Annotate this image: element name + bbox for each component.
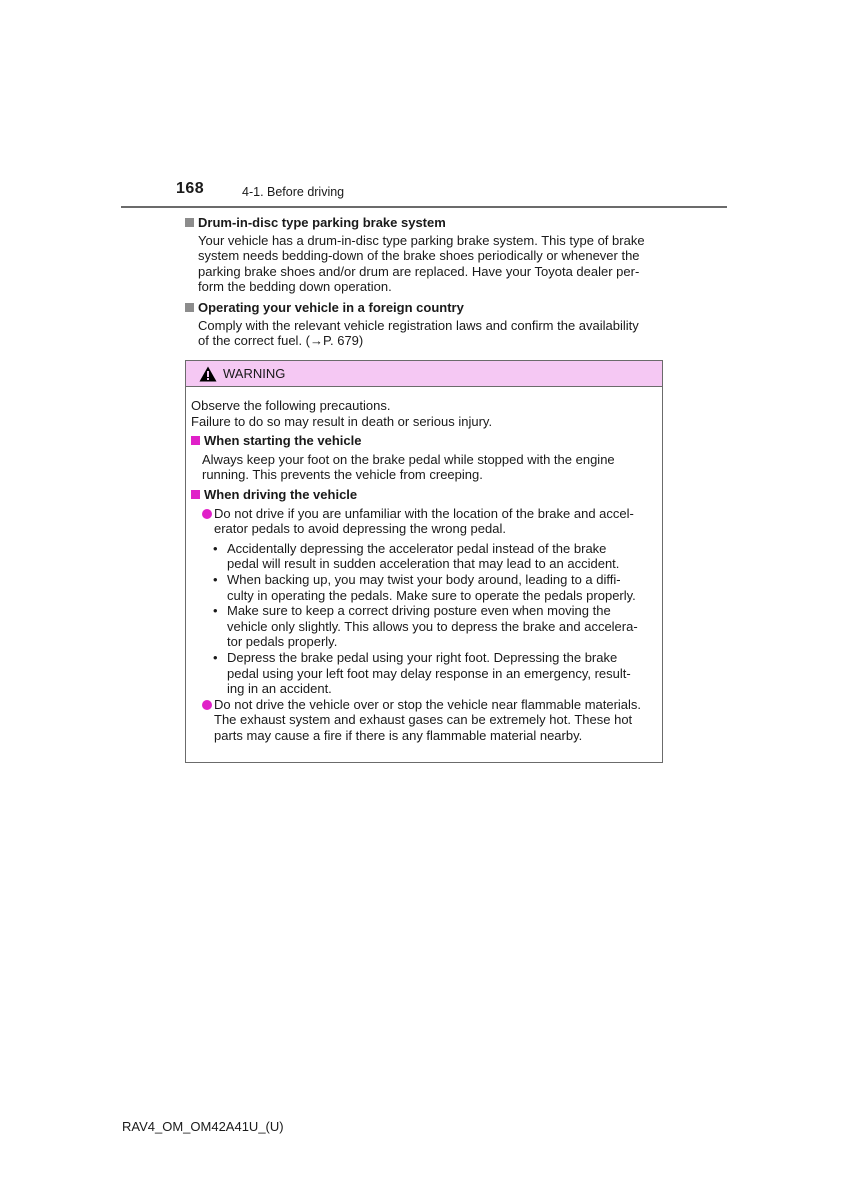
warning-intro-line: Observe the following precautions.: [191, 398, 391, 413]
sub-bullet-item: [213, 603, 657, 650]
warning-paragraph: [202, 452, 657, 483]
bullet-item: [202, 697, 657, 744]
text-line: culty in operating the pedals. Make sure to operate the pedals properly.: [227, 587, 636, 603]
text-line: tor pedals properly.: [227, 634, 338, 650]
text-line: parking brake shoes and/or drum are replaced. Have your Toyota dealer per-: [198, 263, 640, 279]
text-line: parts may cause a fire if there is any flammable material nearby.: [214, 727, 583, 743]
text-line: Comply with the relevant vehicle registration laws and confirm the availability: [198, 317, 639, 333]
text-line: form the bedding down operation.: [198, 279, 392, 295]
section-heading-text: Operating your vehicle in a foreign country: [198, 300, 464, 315]
section-title: 4-1. Before driving: [242, 185, 345, 199]
gray-square-icon: [185, 218, 194, 227]
text-line: ing in an accident.: [227, 681, 332, 697]
section-heading: [185, 215, 663, 231]
text-line: vehicle only slightly. This allows you to depress the brake and accelera-: [227, 618, 638, 634]
sub-bullet-item: [213, 541, 657, 572]
text-line: Your vehicle has a drum-in-disc type parking brake system. This type of brake: [198, 232, 645, 248]
section-foreign-country: [185, 300, 663, 349]
section-heading-text: Drum-in-disc type parking brake system: [198, 215, 446, 230]
warning-subhead-starting: [191, 433, 657, 449]
warning-label: WARNING: [223, 366, 286, 381]
section-paragraph: [198, 233, 663, 295]
section-heading: [185, 300, 663, 316]
magenta-square-icon: [191, 490, 200, 499]
text-line: Do not drive if you are unfamiliar with the location of the brake and accel-: [214, 505, 634, 521]
warning-subhead-driving: [191, 487, 657, 503]
text-line: pedal will result in sudden acceleration that may lead to an accident.: [227, 556, 620, 572]
warning-header: [186, 361, 662, 387]
text-line: Depress the brake pedal using your right foot. Depressing the brake: [227, 649, 618, 665]
warning-body: [186, 387, 662, 743]
bullet-mark: •: [213, 603, 218, 619]
magenta-dot-icon: [202, 509, 212, 519]
magenta-square-icon: [191, 436, 200, 445]
text-line: When backing up, you may twist your body around, leading to a diffi-: [227, 571, 621, 587]
section-drum-in-disc: [185, 215, 663, 295]
sub-bullet-item: [213, 572, 657, 603]
warning-triangle-icon: [199, 366, 217, 382]
footer-code: RAV4_OM_OM42A41U_(U): [122, 1119, 284, 1134]
warning-box: [185, 360, 663, 763]
text-line: Do not drive the vehicle over or stop the vehicle near flammable materials.: [214, 696, 642, 712]
gray-square-icon: [185, 303, 194, 312]
sub-bullet-item: [213, 650, 657, 697]
text-line: Accidentally depressing the accelerator pedal instead of the brake: [227, 540, 607, 556]
header-rule: [121, 206, 727, 208]
text-line: system needs bedding-down of the brake shoes periodically or whenever the: [198, 248, 640, 264]
text-line: Make sure to keep a correct driving posture even when moving the: [227, 603, 611, 619]
text-line: pedal using your left foot may delay response in an emergency, result-: [227, 665, 631, 681]
text-line: erator pedals to avoid depressing the wrong pedal.: [214, 521, 506, 537]
bullet-item: [202, 506, 657, 537]
bullet-mark: •: [213, 540, 218, 556]
magenta-dot-icon: [202, 700, 212, 710]
warning-subhead-text: When starting the vehicle: [204, 433, 362, 449]
warning-intro-line: Failure to do so may result in death or serious injury.: [191, 413, 493, 429]
text-line: of the correct fuel. (→P. 679): [198, 333, 364, 349]
section-paragraph: [198, 318, 663, 349]
text-line: running. This prevents the vehicle from creeping.: [202, 467, 483, 483]
text-line: Always keep your foot on the brake pedal while stopped with the engine: [202, 451, 615, 467]
page-number: 168: [176, 180, 205, 197]
text-line: The exhaust system and exhaust gases can be extremely hot. These hot: [214, 712, 633, 728]
bullet-mark: •: [213, 571, 218, 587]
bullet-mark: •: [213, 649, 218, 665]
warning-subhead-text: When driving the vehicle: [204, 486, 358, 502]
